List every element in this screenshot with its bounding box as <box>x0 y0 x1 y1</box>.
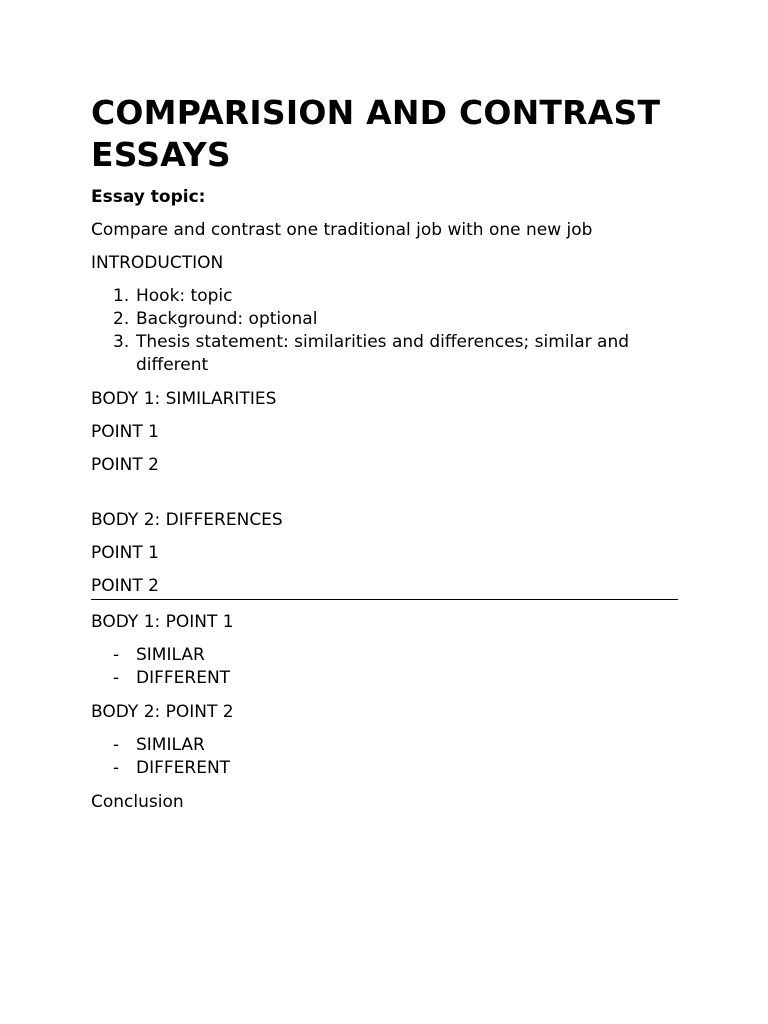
body1-point: POINT 2 <box>91 455 159 475</box>
document-title: COMPARISION AND CONTRAST ESSAYS <box>91 93 661 174</box>
horizontal-divider <box>91 599 678 600</box>
introduction-heading: INTRODUCTION <box>91 253 224 273</box>
list-number: 2. <box>113 309 130 329</box>
list-item <box>91 308 681 331</box>
body2-point: POINT 1 <box>91 543 159 563</box>
list-item-text: Background: optional <box>136 309 318 329</box>
list-item-text: DIFFERENT <box>136 668 231 688</box>
list-item <box>91 644 681 667</box>
body1-heading: BODY 1: SIMILARITIES <box>91 389 277 409</box>
dash-bullet: - <box>113 645 120 665</box>
list-item-text: Thesis statement: similarities and differences; similar and different <box>136 332 630 375</box>
body1-point: POINT 1 <box>91 422 159 442</box>
body2-point: POINT 2 <box>91 576 159 596</box>
list-item-text: SIMILAR <box>136 735 205 755</box>
essay-topic-text: Compare and contrast one traditional job with one new job <box>91 220 593 240</box>
alt-body2-heading: BODY 2: POINT 2 <box>91 702 234 722</box>
blank-line <box>91 487 681 509</box>
list-item <box>91 285 681 308</box>
introduction-list <box>91 285 681 377</box>
dash-bullet: - <box>113 735 120 755</box>
list-item <box>91 757 681 780</box>
essay-topic-label: Essay topic: <box>91 187 206 207</box>
alt-body1-list <box>91 644 681 690</box>
list-item-text: SIMILAR <box>136 645 205 665</box>
body2-heading: BODY 2: DIFFERENCES <box>91 510 283 530</box>
list-item <box>91 331 681 377</box>
alt-body1-heading: BODY 1: POINT 1 <box>91 612 234 632</box>
list-item <box>91 667 681 690</box>
alt-body2-list <box>91 734 681 780</box>
dash-bullet: - <box>113 758 120 778</box>
list-item-text: Hook: topic <box>136 286 233 306</box>
list-number: 1. <box>113 286 130 306</box>
dash-bullet: - <box>113 668 120 688</box>
list-item <box>91 734 681 757</box>
conclusion-heading: Conclusion <box>91 792 184 812</box>
document-page <box>91 92 681 824</box>
list-number: 3. <box>113 332 130 352</box>
list-item-text: DIFFERENT <box>136 758 231 778</box>
